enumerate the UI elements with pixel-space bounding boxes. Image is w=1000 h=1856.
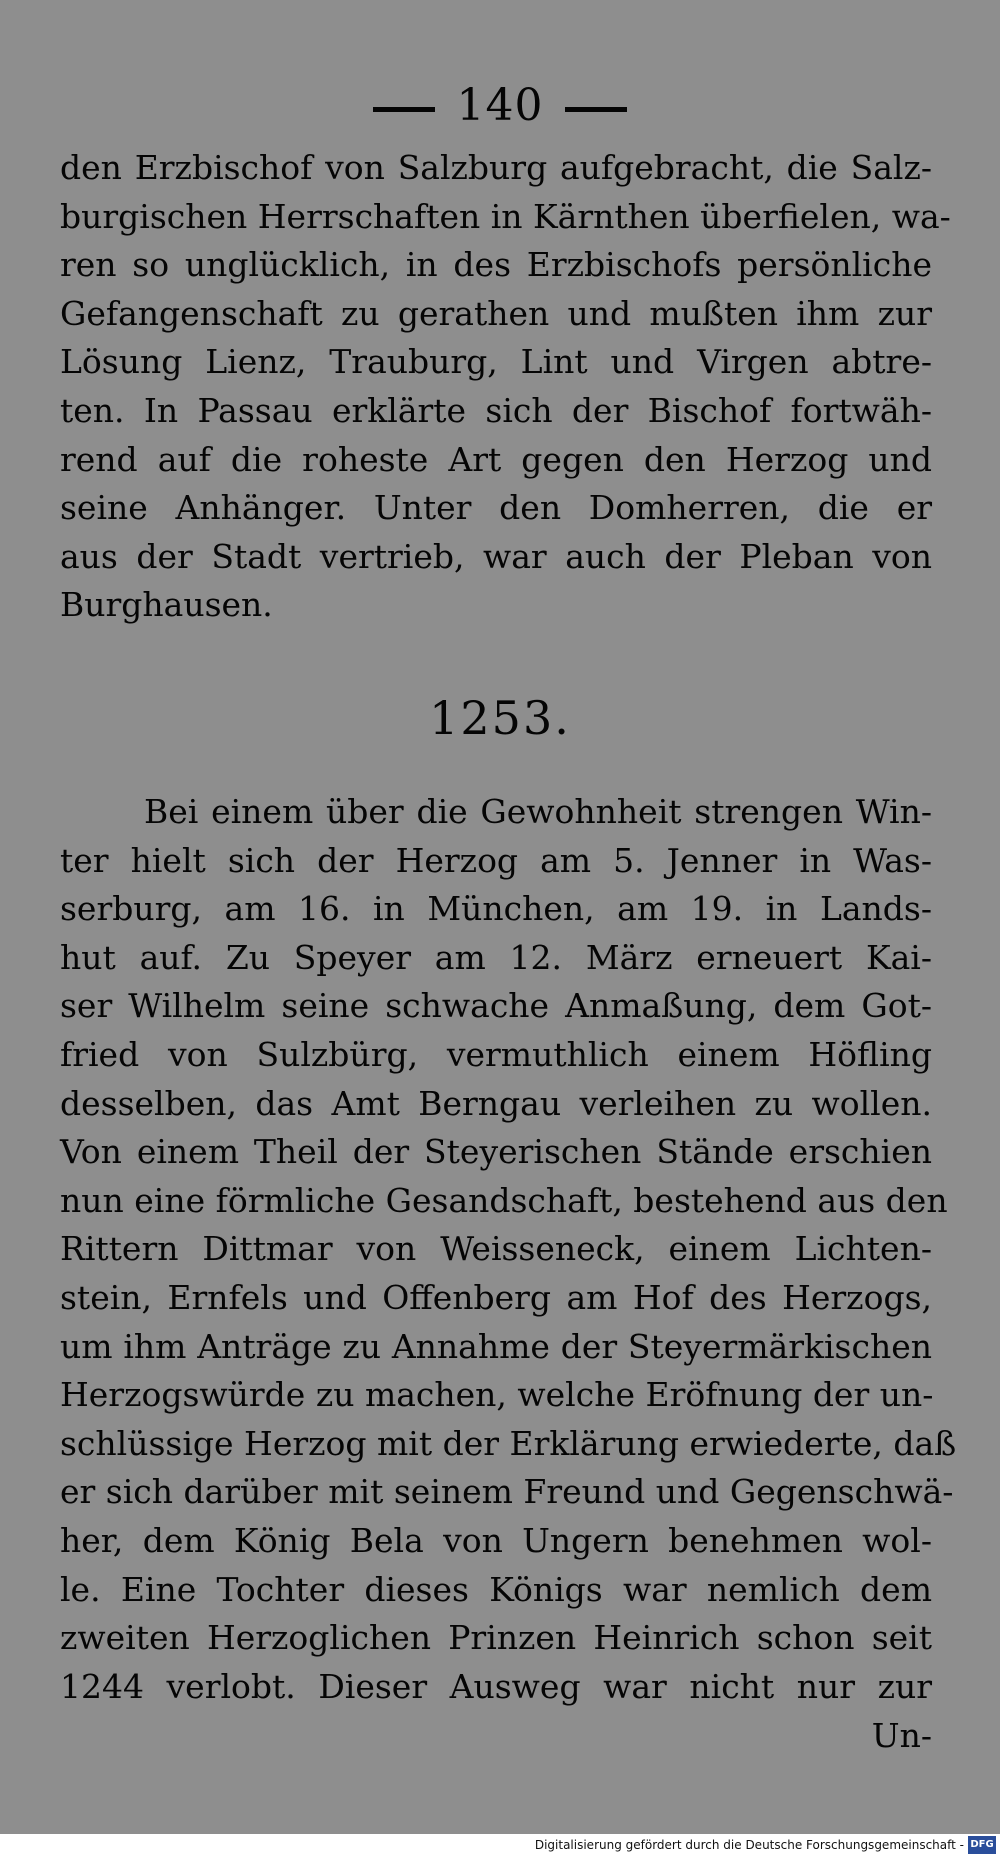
text-line: stein, Ernfels und Offenberg am Hof des Herzogs, [60,1277,932,1317]
dfg-logo-icon: DFG [968,1836,996,1854]
text-line: le. Eine Tochter dieses Königs war nemlich dem [60,1569,932,1609]
text-line: seine Anhänger. Unter den Domherren, die er [60,488,932,528]
text-line: um ihm Anträge zu Annahme der Steyermärkischen [60,1326,932,1366]
paragraph-top [60,144,951,630]
text-line: aus der Stadt vertrieb, war auch der Pleban von [60,536,932,576]
text-line: Burghausen. [60,585,273,625]
page-number: 140 [456,80,544,131]
text-line: ren so unglücklich, in des Erzbischofs persönliche [60,245,932,285]
text-line: er sich darüber mit seinem Freund und Gegenschwä- [60,1472,954,1512]
digitization-footer [0,1834,1000,1856]
text-line: den Erzbischof von Salzburg aufgebracht, die Salz- [60,148,932,187]
catchword-block [60,1712,932,1761]
text-line: Herzogswürde zu machen, welche Eröfnung der un- [60,1375,934,1415]
text-line: Bei einem über die Gewohnheit strengen Win- [144,792,932,831]
header-dash-left [373,107,435,112]
text-line: ser Wilhelm seine schwache Anmaßung, dem Got- [60,986,932,1026]
text-line: burgischen Herrschaften in Kärnthen überfielen, wa- [60,196,951,236]
text-line: Gefangenschaft zu gerathen und mußten ihm zur [60,293,932,333]
section-year-heading: 1253. [429,691,571,745]
text-line: rend auf die roheste Art gegen den Herzog und [60,439,932,479]
text-line: desselben, das Amt Berngau verleihen zu wollen. [60,1083,932,1123]
text-line: 1244 verlobt. Dieser Ausweg war nicht nur zur [60,1666,932,1706]
text-line: fried von Sulzbürg, vermuthlich einem Höfling [60,1034,932,1074]
text-line: serburg, am 16. in München, am 19. in Lands- [60,889,932,929]
text-line: her, dem König Bela von Ungern benehmen wol- [60,1520,932,1560]
text-line: Rittern Dittmar von Weissenеck, einem Lichten- [60,1229,932,1269]
text-line: ten. In Passau erklärte sich der Bischof fortwäh- [60,390,932,430]
text-line: nun eine förmliche Gesandschaft, bestehend aus den [60,1180,948,1220]
text-line: schlüssige Herzog mit der Erklärung erwiederte, daß [60,1423,957,1463]
text-line: zweiten Herzoglichen Prinzen Heinrich schon seit [60,1618,932,1658]
paragraph-main [60,788,957,1711]
text-line: ter hielt sich der Herzog am 5. Jenner in Was- [60,840,932,880]
header-dash-right [565,107,627,112]
text-line: Lösung Lienz, Trauburg, Lint und Virgen abtre- [60,342,932,382]
text-line: hut auf. Zu Speyer am 12. März erneuert Kai- [60,937,932,977]
text-line: Von einem Theil der Steyerischen Stände erschien [60,1132,932,1172]
catchword: Un- [871,1716,932,1755]
page-header [0,78,1000,134]
footer-credit: Digitalisierung gefördert durch die Deutsche Forschungsgemeinschaft - [534,1838,964,1852]
